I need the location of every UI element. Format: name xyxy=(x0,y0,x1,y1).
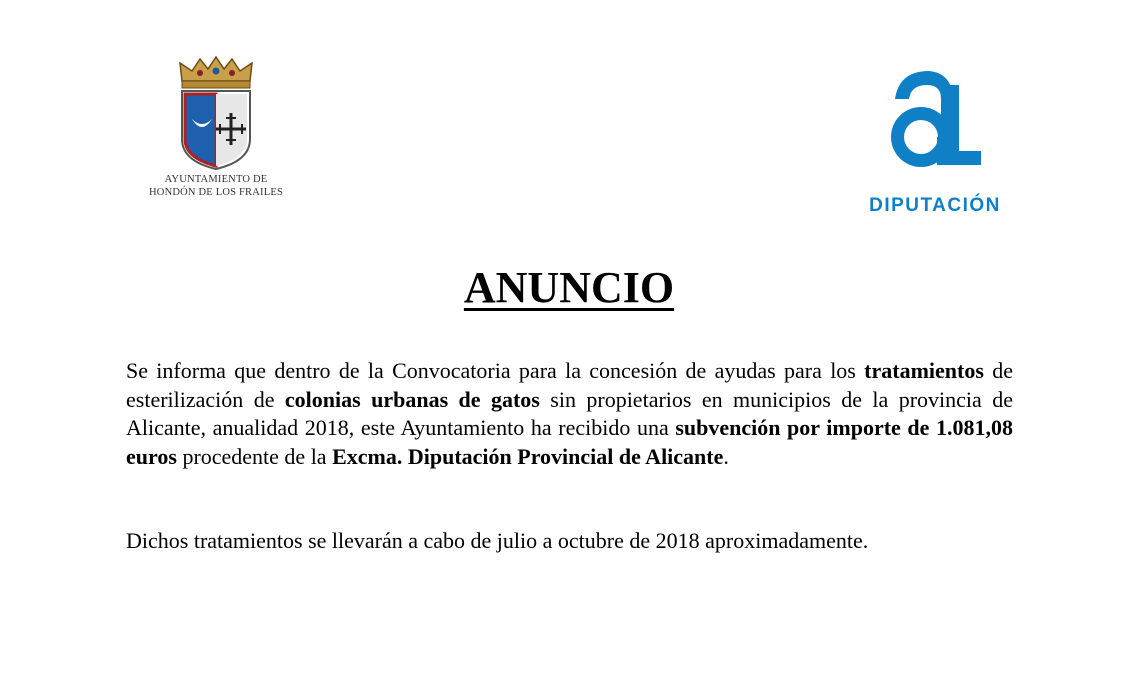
diputacion-al-logo-icon xyxy=(885,65,985,170)
page-title: ANUNCIO xyxy=(463,263,675,312)
bold-cat-colonies: colonias urbanas de gatos xyxy=(284,386,540,412)
bold-subsidy-amount: subvención por importe de 1.081,08 euros xyxy=(126,415,1014,469)
diputacion-logo xyxy=(855,65,1015,225)
diputacion-label: DIPUTACIÓN xyxy=(869,195,1001,216)
municipality-logo xyxy=(140,55,292,205)
bold-diputacion: Excma. Diputación Provincial de Alicante xyxy=(332,443,724,469)
schedule-paragraph: Dichos tratamientos se llevarán a cabo de julio a octubre de 2018 aproximadamente. xyxy=(126,528,869,553)
announcement-paragraph: Se informa que dentro de la Convocatoria para la concesión de ayudas para los tratamientos de esterilización de colonias urbanas de gatos sin propietarios en municipios de la provincia de Alicante, anualidad 2018, este Ayuntamiento ha recibido una subvención por importe de 1.081,08 euros procedente de la Excma. Diputación Provincial de Alicante. xyxy=(126,358,1014,469)
coat-of-arms-icon xyxy=(176,55,256,171)
municipality-name-line1: AYUNTAMIENTO DE xyxy=(164,174,268,185)
municipality-name-line2: HONDÓN DE LOS FRAILES xyxy=(149,187,283,198)
bold-treatments: tratamientos xyxy=(864,358,984,383)
